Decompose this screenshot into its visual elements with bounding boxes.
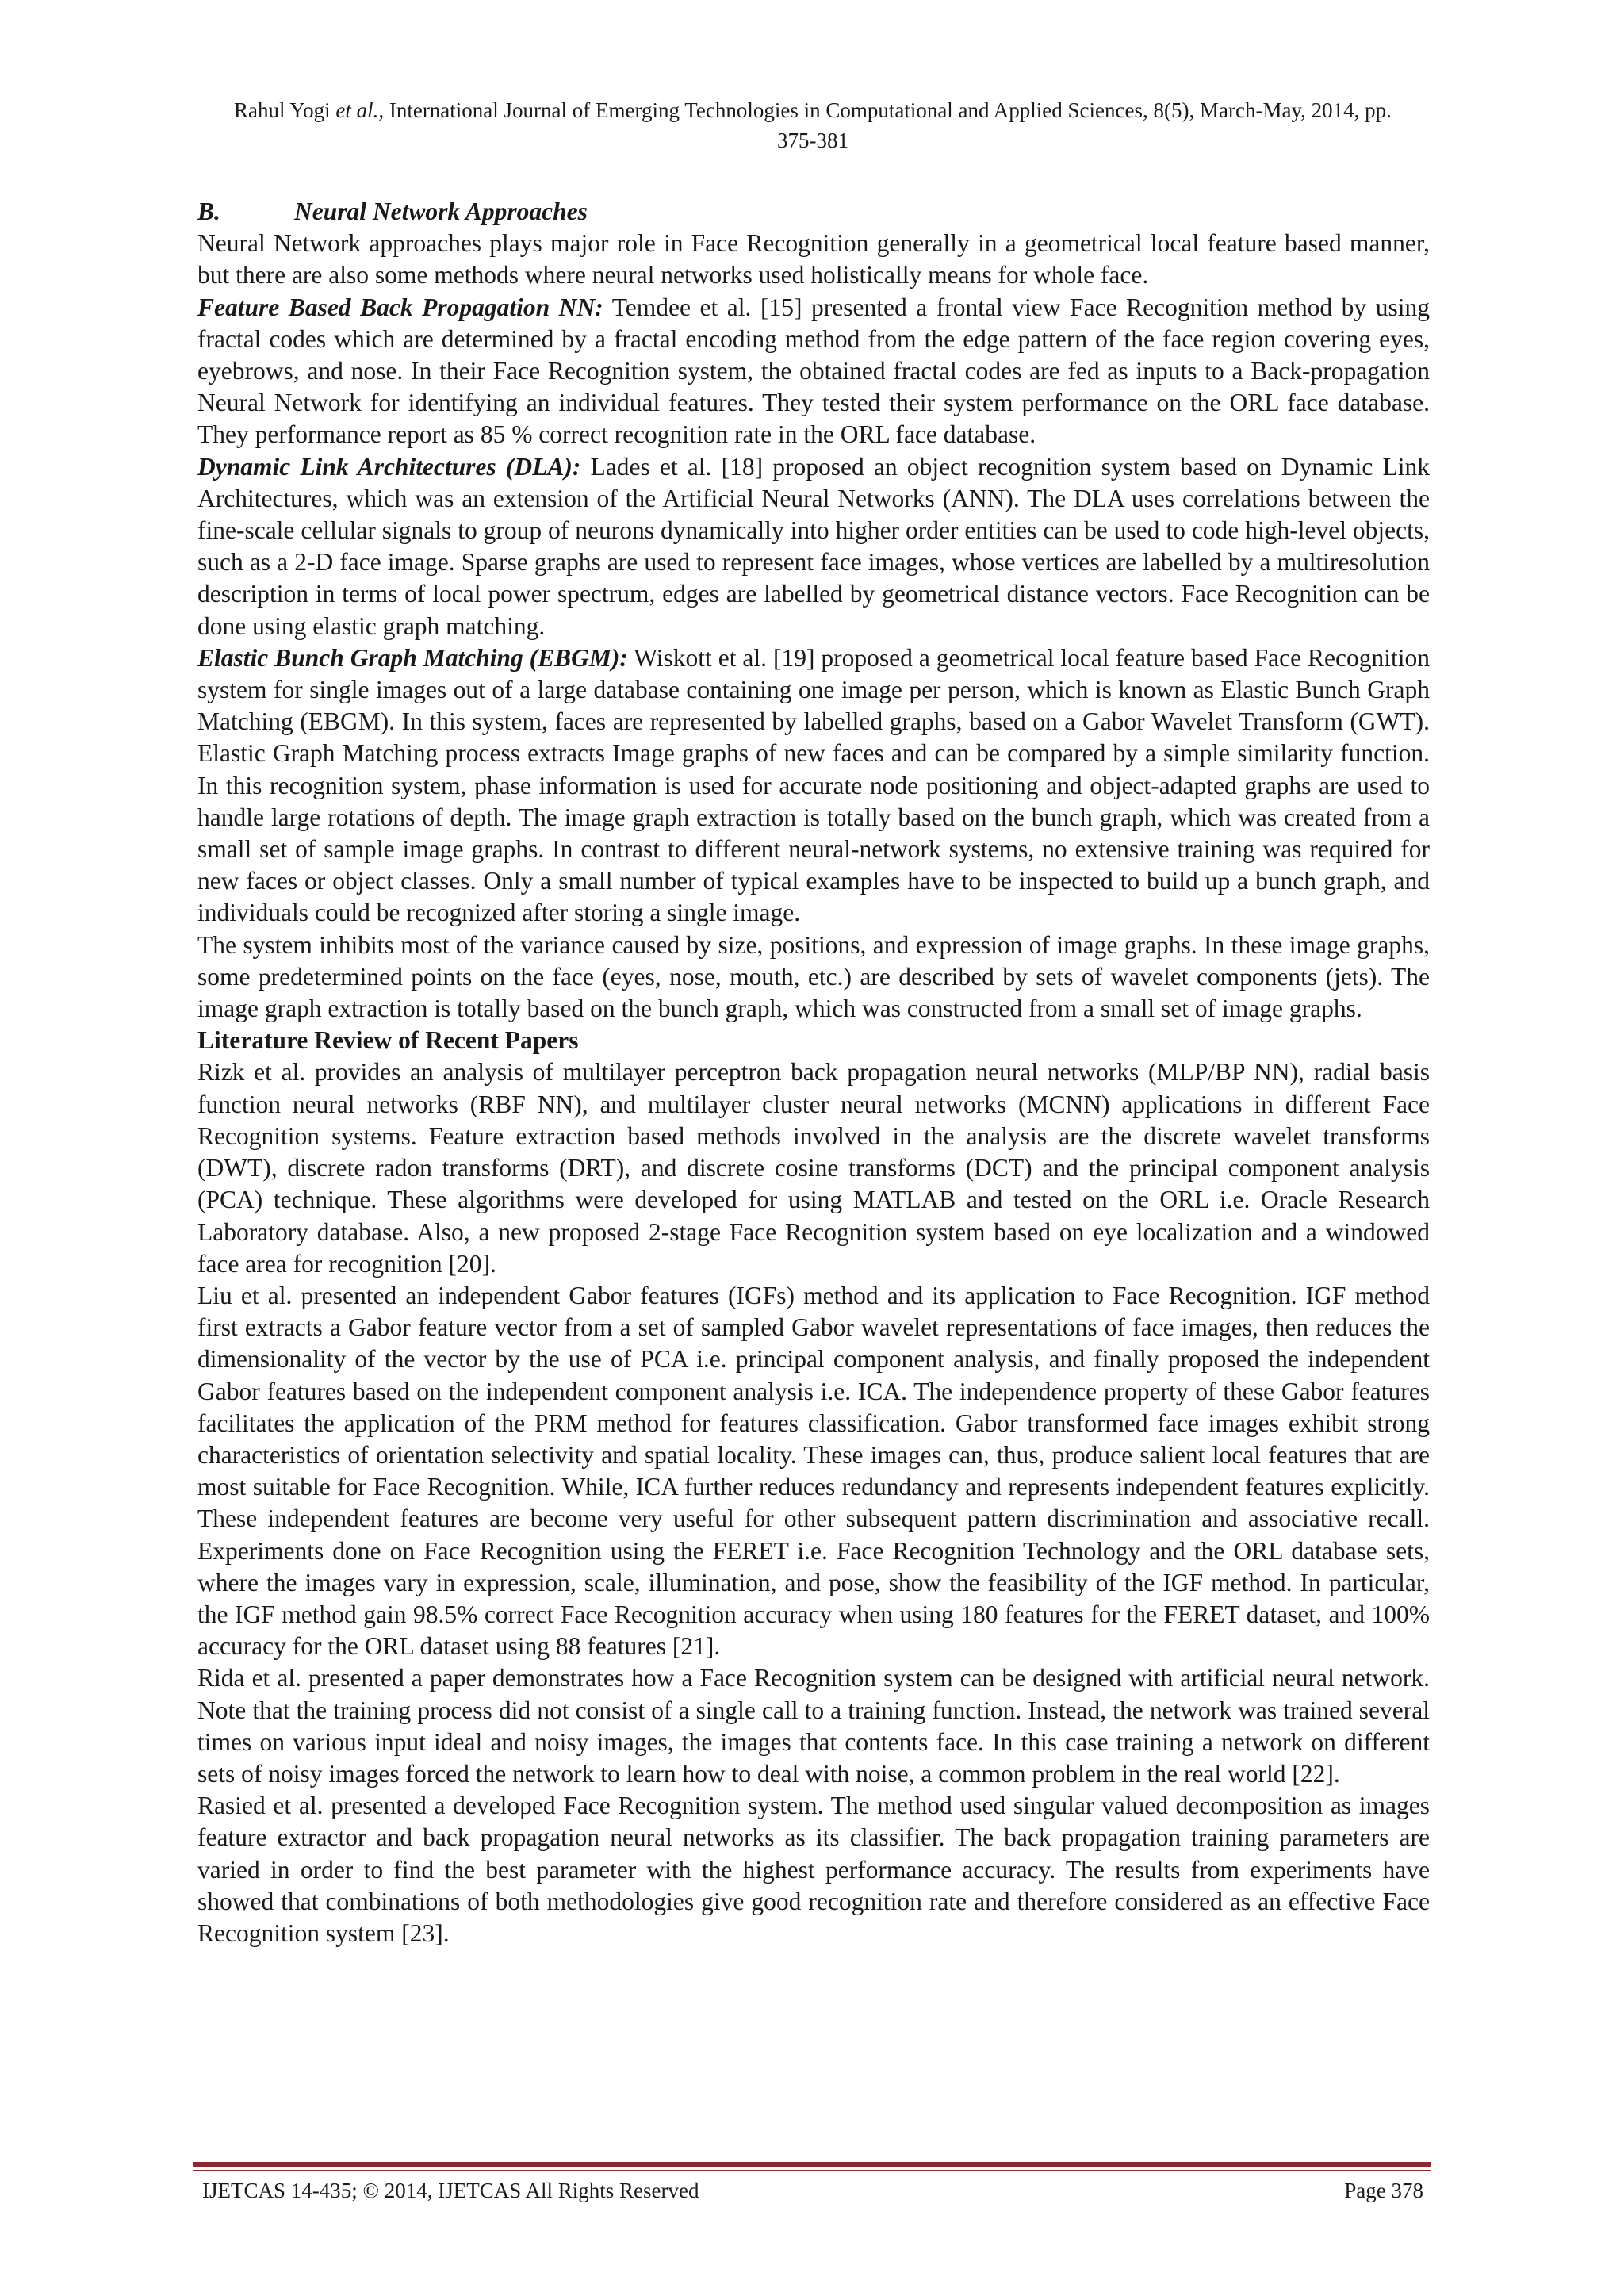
paragraph-dla-text: Lades et al. [18] proposed an object recognition system based on Dynamic Link Architectures, which was an extension of the Artificial Neural Networks (ANN). The DLA uses correlations between the fine-scale cellular signals to group of neurons dynamically into higher order entities can be used to code high-level objects, such as a 2-D face image. Sparse graphs are used to represent face images, whose vertices are labelled by a multiresolution description in terms of local power spectrum, edges are labelled by geometrical distance vectors. Face Recognition can be done using elastic graph matching. (197, 452, 1430, 640)
paragraph-ebgm-text: Wiskott et al. [19] proposed a geometrical local feature based Face Recognition system for single images out of a large database containing one image per person, which is known as Elastic Bunch Graph Matching (EBGM). In this system, faces are represented by labelled graphs, based on a Gabor Wavelet Transform (GWT). Elastic Graph Matching process extracts Image graphs of new faces and can be compared by a simple similarity function. In this recognition system, phase information is used for accurate node positioning and object-adapted graphs are used to handle large rotations of depth. The image graph extraction is totally based on the bunch graph, which was created from a small set of sample image graphs. In contrast to different neural-network systems, no extensive training was required for new faces or object classes. Only a small number of typical examples have to be inspected to build up a bunch graph, and individuals could be recognized after storing a single image. (197, 643, 1431, 927)
header-citation-line1: International Journal of Emerging Technologies in Computational and Applied Sciences, 8(5), March-May, 2014, pp. (389, 98, 1392, 122)
running-header (159, 95, 1467, 155)
subheading-fbbp: Feature Based Back Propagation NN: (197, 293, 603, 321)
paragraph-rizk: Rizk et al. provides an analysis of multilayer perceptron back propagation neural networks (MLP/BP NN), radial basis function neural networks (RBF NN), and multilayer cluster neural networks (MCNN) applications in different Face Recognition systems. Feature extraction based methods involved in the analysis are the discrete wavelet transforms (DWT), discrete radon transforms (DRT), and discrete cosine transforms (DCT) and the principal component analysis (PCA) technique. These algorithms were developed for using MATLAB and tested on the ORL i.e. Oracle Research Laboratory database. Also, a new proposed 2-stage Face Recognition system based on eye localization and a windowed face area for recognition [20]. (197, 1058, 1430, 1278)
paragraph-dla (197, 451, 1430, 642)
body-text (197, 196, 1430, 1949)
paragraph-rida: Rida et al. presented a paper demonstrates how a Face Recognition system can be designed with artificial neural network. Note that the training process did not consist of a single call to a training function. Instead, the network was trained several times on various input ideal and noisy images, the images that contents face. In this case training a network on different sets of noisy images forced the network to learn how to deal with noise, a common problem in the real world [22]. (197, 1664, 1430, 1788)
paragraph-rasied: Rasied et al. presented a developed Face Recognition system. The method used singular valued decomposition as images feature extractor and back propagation neural networks as its classifier. The back propagation training parameters are varied in order to find the best parameter with the highest performance accuracy. The results from experiments have showed that combinations of both methodologies give good recognition rate and therefore considered as an effective Face Recognition system [23]. (197, 1792, 1430, 1947)
footer-rule (193, 2162, 1431, 2167)
header-citation-line2: 375-381 (777, 128, 848, 152)
paragraph-variance: The system inhibits most of the variance caused by size, positions, and expression of image graphs. In these image graphs, some predetermined points on the face (eyes, nose, mouth, etc.) are described by sets of wavelet components (jets). The image graph extraction is totally based on the bunch graph, which was constructed from a small set of image graphs. (197, 930, 1430, 1023)
paragraph-ebgm (197, 642, 1430, 930)
section-letter: B. (197, 197, 220, 225)
header-author: Rahul Yogi (234, 98, 331, 122)
paragraph-fbbp-text: Temdee et al. [15] presented a frontal view Face Recognition method by using fractal codes which are determined by a fractal encoding method from the edge pattern of the face region covering eyes, eyebrows, and nose. In their Face Recognition system, the obtained fractal codes are fed as inputs to a Back-propagation Neural Network for identifying an individual features. They tested their system performance on the ORL face database. They performance report as 85 % correct recognition rate in the ORL face database. (197, 293, 1430, 449)
subheading-ebgm: Elastic Bunch Graph Matching (EBGM): (197, 643, 628, 672)
section-heading (197, 196, 1430, 228)
paragraph-intro: Neural Network approaches plays major role in Face Recognition generally in a geometrical local feature based manner, but there are also some methods where neural networks used holistically means for whole face. (197, 229, 1430, 289)
subheading-dla: Dynamic Link Architectures (DLA): (197, 452, 581, 481)
paragraph-fbbp (197, 292, 1430, 451)
literature-review-heading: Literature Review of Recent Papers (197, 1026, 579, 1055)
header-etal: et al., (335, 98, 385, 122)
paragraph-liu: Liu et al. presented an independent Gabor features (IGFs) method and its application to Face Recognition. IGF method first extracts a Gabor feature vector from a set of sampled Gabor wavelet representations of face images, then reduces the dimensionality of the vector by the use of PCA i.e. principal component analysis, and finally proposed the independent Gabor features based on the independent component analysis i.e. ICA. The independence property of these Gabor features facilitates the application of the PRM method for features classification. Gabor transformed face images exhibit strong characteristics of orientation selectivity and spatial locality. These images can, thus, produce salient local features that are most suitable for Face Recognition. While, ICA further reduces redundancy and represents independent features explicitly. These independent features are become very useful for other subsequent pattern discrimination and associative recall. Experiments done on Face Recognition using the FERET i.e. Face Recognition Technology and the ORL database sets, where the images vary in expression, scale, illumination, and pose, show the feasibility of the IGF method. In particular, the IGF method gain 98.5% correct Face Recognition accuracy when using 180 features for the FERET dataset, and 100% accuracy for the ORL dataset using 88 features [21]. (197, 1281, 1430, 1661)
page-number: Page 378 (1344, 2179, 1423, 2202)
footer-rule-thin (193, 2170, 1431, 2171)
footer-copyright: IJETCAS 14-435; © 2014, IJETCAS All Rights Reserved (202, 2179, 699, 2202)
section-title: Neural Network Approaches (294, 197, 588, 225)
